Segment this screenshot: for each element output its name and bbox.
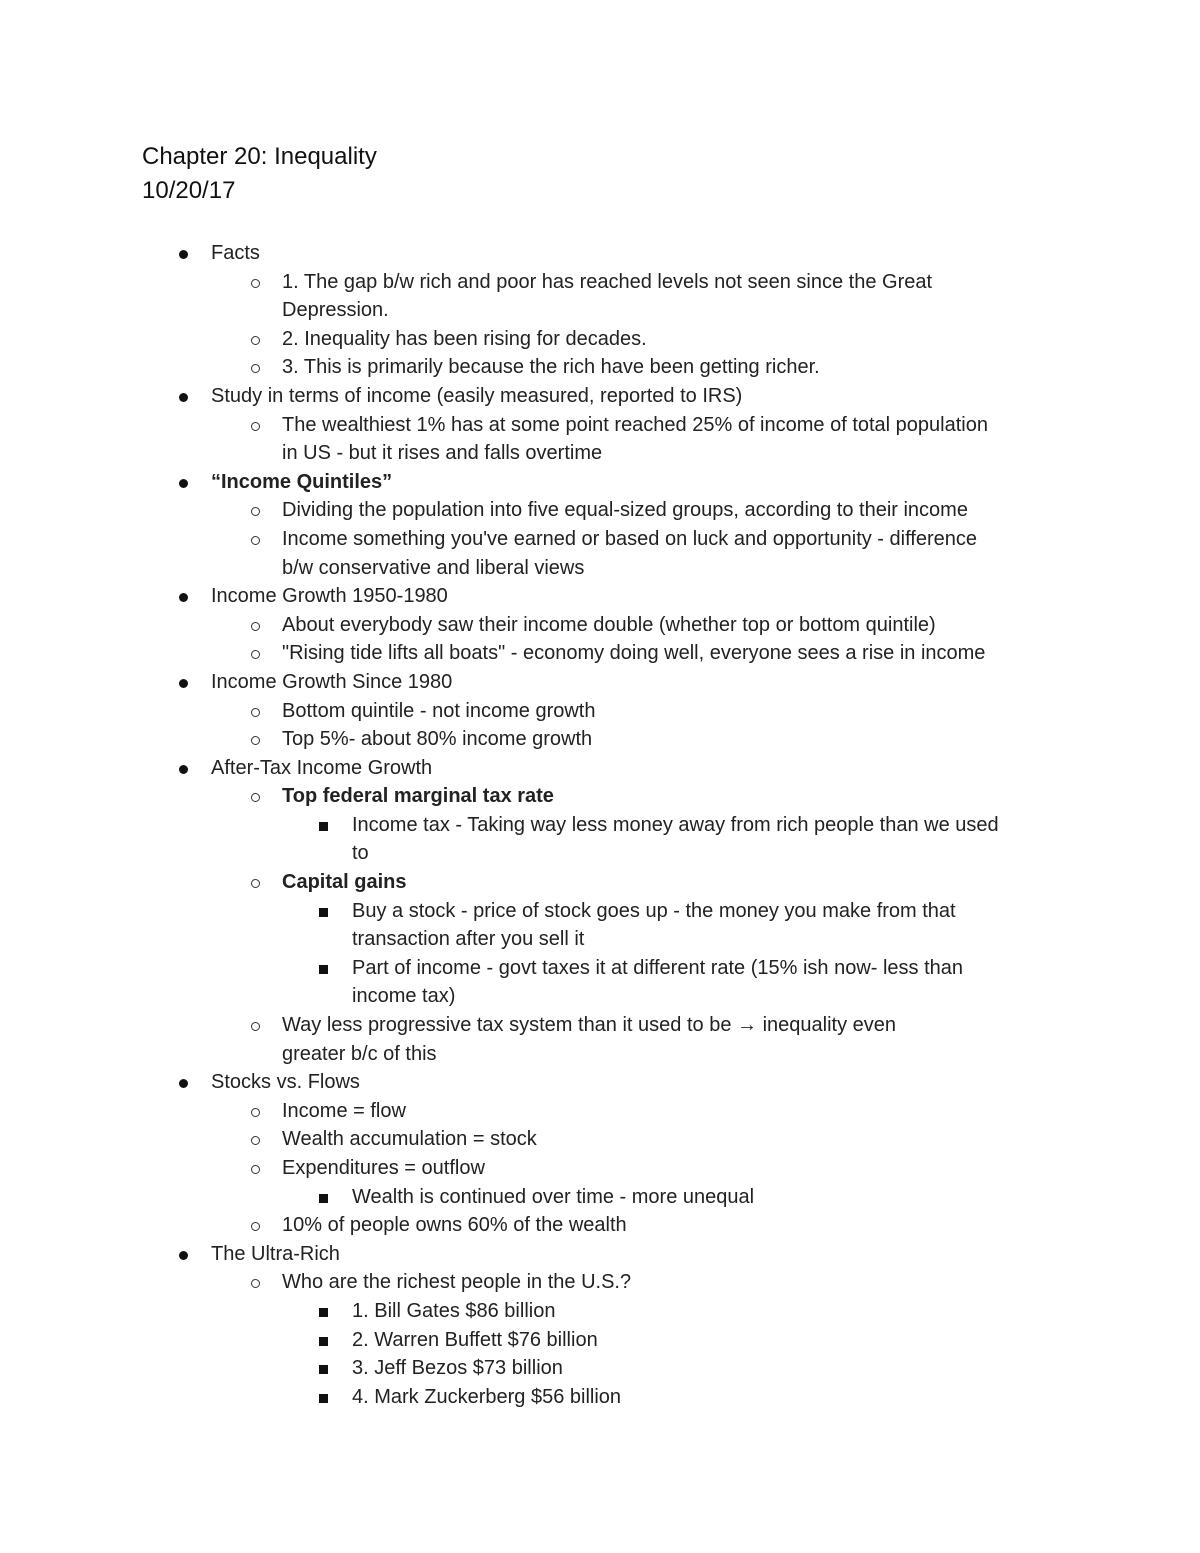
- list-item: [0, 725, 1200, 754]
- list-item: [0, 582, 1200, 611]
- bullet: [173, 468, 193, 497]
- list-item: [0, 639, 1200, 668]
- list-item: [0, 239, 1200, 268]
- bullet: [313, 1297, 333, 1326]
- bullet-circle-icon: [251, 1022, 260, 1031]
- bullet-dot-icon: [179, 593, 188, 602]
- bullet-circle-icon: [251, 879, 260, 888]
- bullet-circle-icon: [251, 279, 260, 288]
- bullet: [245, 496, 265, 525]
- bullet: [313, 1183, 333, 1212]
- list-item-text: Top federal marginal tax rate: [282, 785, 554, 808]
- list-item-text: The Ultra-Rich: [211, 1242, 340, 1265]
- bullet-square-icon: [319, 822, 328, 831]
- bullet: [313, 1326, 333, 1355]
- bullet-square-icon: [319, 1194, 328, 1203]
- list-item-text: Income Growth 1950-1980: [211, 585, 448, 608]
- list-item-text: 1. The gap b/w rich and poor has reached levels not seen since the Great: [282, 270, 933, 293]
- bullet: [245, 639, 265, 668]
- bullet: [173, 754, 193, 783]
- list-item-text: 10% of people owns 60% of the wealth: [282, 1214, 627, 1237]
- list-item: [0, 668, 1200, 697]
- bullet: [245, 1097, 265, 1126]
- list-item-text: Wealth accumulation = stock: [282, 1128, 537, 1151]
- bullet: [245, 268, 265, 297]
- bullet: [245, 782, 265, 811]
- list-item-text: Income tax - Taking way less money away from rich people than we used: [352, 813, 999, 836]
- bullet-square-icon: [319, 1365, 328, 1374]
- list-item: [0, 954, 1200, 983]
- list-item: [0, 782, 1200, 811]
- list-item-text: Income = flow: [282, 1099, 406, 1122]
- bullet-circle-icon: [251, 736, 260, 745]
- bullet-circle-icon: [251, 1108, 260, 1117]
- list-item-text: The wealthiest 1% has at some point reached 25% of income of total population: [282, 413, 988, 436]
- list-item: [0, 1354, 1200, 1383]
- list-item: [0, 811, 1200, 840]
- list-item: [0, 754, 1200, 783]
- list-item-text: 4. Mark Zuckerberg $56 billion: [352, 1385, 622, 1408]
- bullet: [245, 325, 265, 354]
- list-item-text: 1. Bill Gates $86 billion: [352, 1299, 556, 1322]
- list-item-text: Dividing the population into five equal-sized groups, according to their income: [282, 499, 968, 522]
- bullet: [173, 239, 193, 268]
- bullet-square-icon: [319, 1337, 328, 1346]
- bullet: [245, 525, 265, 554]
- page-title: Chapter 20: Inequality: [142, 143, 377, 170]
- bullet: [245, 725, 265, 754]
- list-item-continuation: [0, 982, 1200, 1011]
- bullet-circle-icon: [251, 507, 260, 516]
- list-item-continuation: [0, 839, 1200, 868]
- bullet-dot-icon: [179, 250, 188, 259]
- list-item-text: transaction after you sell it: [352, 928, 585, 951]
- list-item: [0, 897, 1200, 926]
- bullet-circle-icon: [251, 650, 260, 659]
- bullet-circle-icon: [251, 422, 260, 431]
- list-item-continuation: [0, 1040, 1200, 1069]
- list-item: [0, 325, 1200, 354]
- list-item: [0, 1326, 1200, 1355]
- bullet-circle-icon: [251, 1136, 260, 1145]
- bullet-circle-icon: [251, 622, 260, 631]
- bullet-dot-icon: [179, 1079, 188, 1088]
- list-item-text: Way less progressive tax system than it used to be → inequality even: [282, 1014, 896, 1037]
- bullet: [245, 1011, 265, 1040]
- bullet-circle-icon: [251, 536, 260, 545]
- bullet-dot-icon: [179, 679, 188, 688]
- list-item-text: to: [352, 842, 369, 865]
- bullet-dot-icon: [179, 765, 188, 774]
- list-item: [0, 611, 1200, 640]
- list-item: [0, 1183, 1200, 1212]
- list-item-text: 2. Warren Buffett $76 billion: [352, 1328, 598, 1351]
- page-date: 10/20/17: [142, 177, 236, 204]
- notes-list: [0, 239, 1200, 1411]
- list-item-continuation: [0, 296, 1200, 325]
- list-item-text: Income Growth Since 1980: [211, 670, 453, 693]
- list-item-text: "Rising tide lifts all boats" - economy doing well, everyone sees a rise in income: [282, 642, 986, 665]
- list-item-text: Top 5%- about 80% income growth: [282, 728, 593, 751]
- bullet: [173, 1240, 193, 1269]
- bullet: [313, 1354, 333, 1383]
- bullet-square-icon: [319, 908, 328, 917]
- list-item-text: Stocks vs. Flows: [211, 1071, 360, 1094]
- list-item-text: Study in terms of income (easily measured, reported to IRS): [211, 384, 743, 407]
- bullet: [245, 868, 265, 897]
- bullet-circle-icon: [251, 708, 260, 717]
- bullet-circle-icon: [251, 364, 260, 373]
- list-item-text: 3. Jeff Bezos $73 billion: [352, 1357, 563, 1380]
- list-item: [0, 1268, 1200, 1297]
- bullet: [245, 1125, 265, 1154]
- bullet-circle-icon: [251, 793, 260, 802]
- list-item: [0, 411, 1200, 440]
- bullet-dot-icon: [179, 479, 188, 488]
- list-item: [0, 353, 1200, 382]
- list-item: [0, 468, 1200, 497]
- list-item: [0, 1097, 1200, 1126]
- list-item: [0, 697, 1200, 726]
- list-item-text: 3. This is primarily because the rich have been getting richer.: [282, 356, 820, 379]
- bullet-circle-icon: [251, 1165, 260, 1174]
- list-item-text: Facts: [211, 242, 260, 264]
- list-item-text: Bottom quintile - not income growth: [282, 699, 596, 722]
- bullet: [173, 382, 193, 411]
- bullet: [173, 1068, 193, 1097]
- list-item-text: Capital gains: [282, 871, 407, 894]
- bullet-circle-icon: [251, 336, 260, 345]
- list-item-text: b/w conservative and liberal views: [282, 556, 585, 579]
- list-item: [0, 1240, 1200, 1269]
- list-item: [0, 525, 1200, 554]
- bullet: [173, 668, 193, 697]
- list-item-text: Depression.: [282, 299, 389, 322]
- list-item-text: greater b/c of this: [282, 1042, 437, 1065]
- bullet: [245, 411, 265, 440]
- list-item: [0, 1011, 1200, 1040]
- bullet: [245, 611, 265, 640]
- list-item: [0, 1125, 1200, 1154]
- list-item-text: “Income Quintiles”: [211, 470, 393, 493]
- list-item-text: Part of income - govt taxes it at different rate (15% ish now- less than: [352, 956, 964, 979]
- bullet: [173, 582, 193, 611]
- bullet: [245, 697, 265, 726]
- bullet: [245, 353, 265, 382]
- list-item-text: income tax): [352, 985, 456, 1008]
- list-item-text: After-Tax Income Growth: [211, 756, 433, 779]
- list-item: [0, 268, 1200, 297]
- bullet-square-icon: [319, 1394, 328, 1403]
- bullet: [313, 897, 333, 926]
- list-item-text: 2. Inequality has been rising for decades.: [282, 327, 647, 350]
- bullet-circle-icon: [251, 1222, 260, 1231]
- list-item-text: in US - but it rises and falls overtime: [282, 442, 603, 465]
- list-item-continuation: [0, 439, 1200, 468]
- bullet: [313, 1383, 333, 1412]
- bullet: [313, 954, 333, 983]
- bullet-square-icon: [319, 1308, 328, 1317]
- bullet-circle-icon: [251, 1279, 260, 1288]
- bullet-square-icon: [319, 965, 328, 974]
- bullet: [245, 1154, 265, 1183]
- bullet: [245, 1211, 265, 1240]
- list-item: [0, 1154, 1200, 1183]
- list-item-text: Income something you've earned or based on luck and opportunity - difference: [282, 527, 977, 550]
- list-item: [0, 1297, 1200, 1326]
- list-item-text: Buy a stock - price of stock goes up - the money you make from that: [352, 899, 956, 922]
- list-item: [0, 1211, 1200, 1240]
- list-item-text: Expenditures = outflow: [282, 1157, 485, 1179]
- list-item-text: About everybody saw their income double (whether top or bottom quintile): [282, 613, 936, 636]
- list-item-text: Who are the richest people in the U.S.?: [282, 1271, 632, 1294]
- list-item: [0, 382, 1200, 411]
- bullet: [313, 811, 333, 840]
- list-item-text: Wealth is continued over time - more unequal: [352, 1185, 755, 1208]
- bullet-dot-icon: [179, 393, 188, 402]
- bullet: [245, 1268, 265, 1297]
- list-item: [0, 1383, 1200, 1412]
- list-item: [0, 868, 1200, 897]
- bullet-dot-icon: [179, 1251, 188, 1260]
- list-item: [0, 1068, 1200, 1097]
- list-item-continuation: [0, 925, 1200, 954]
- list-item: [0, 496, 1200, 525]
- list-item-continuation: [0, 554, 1200, 583]
